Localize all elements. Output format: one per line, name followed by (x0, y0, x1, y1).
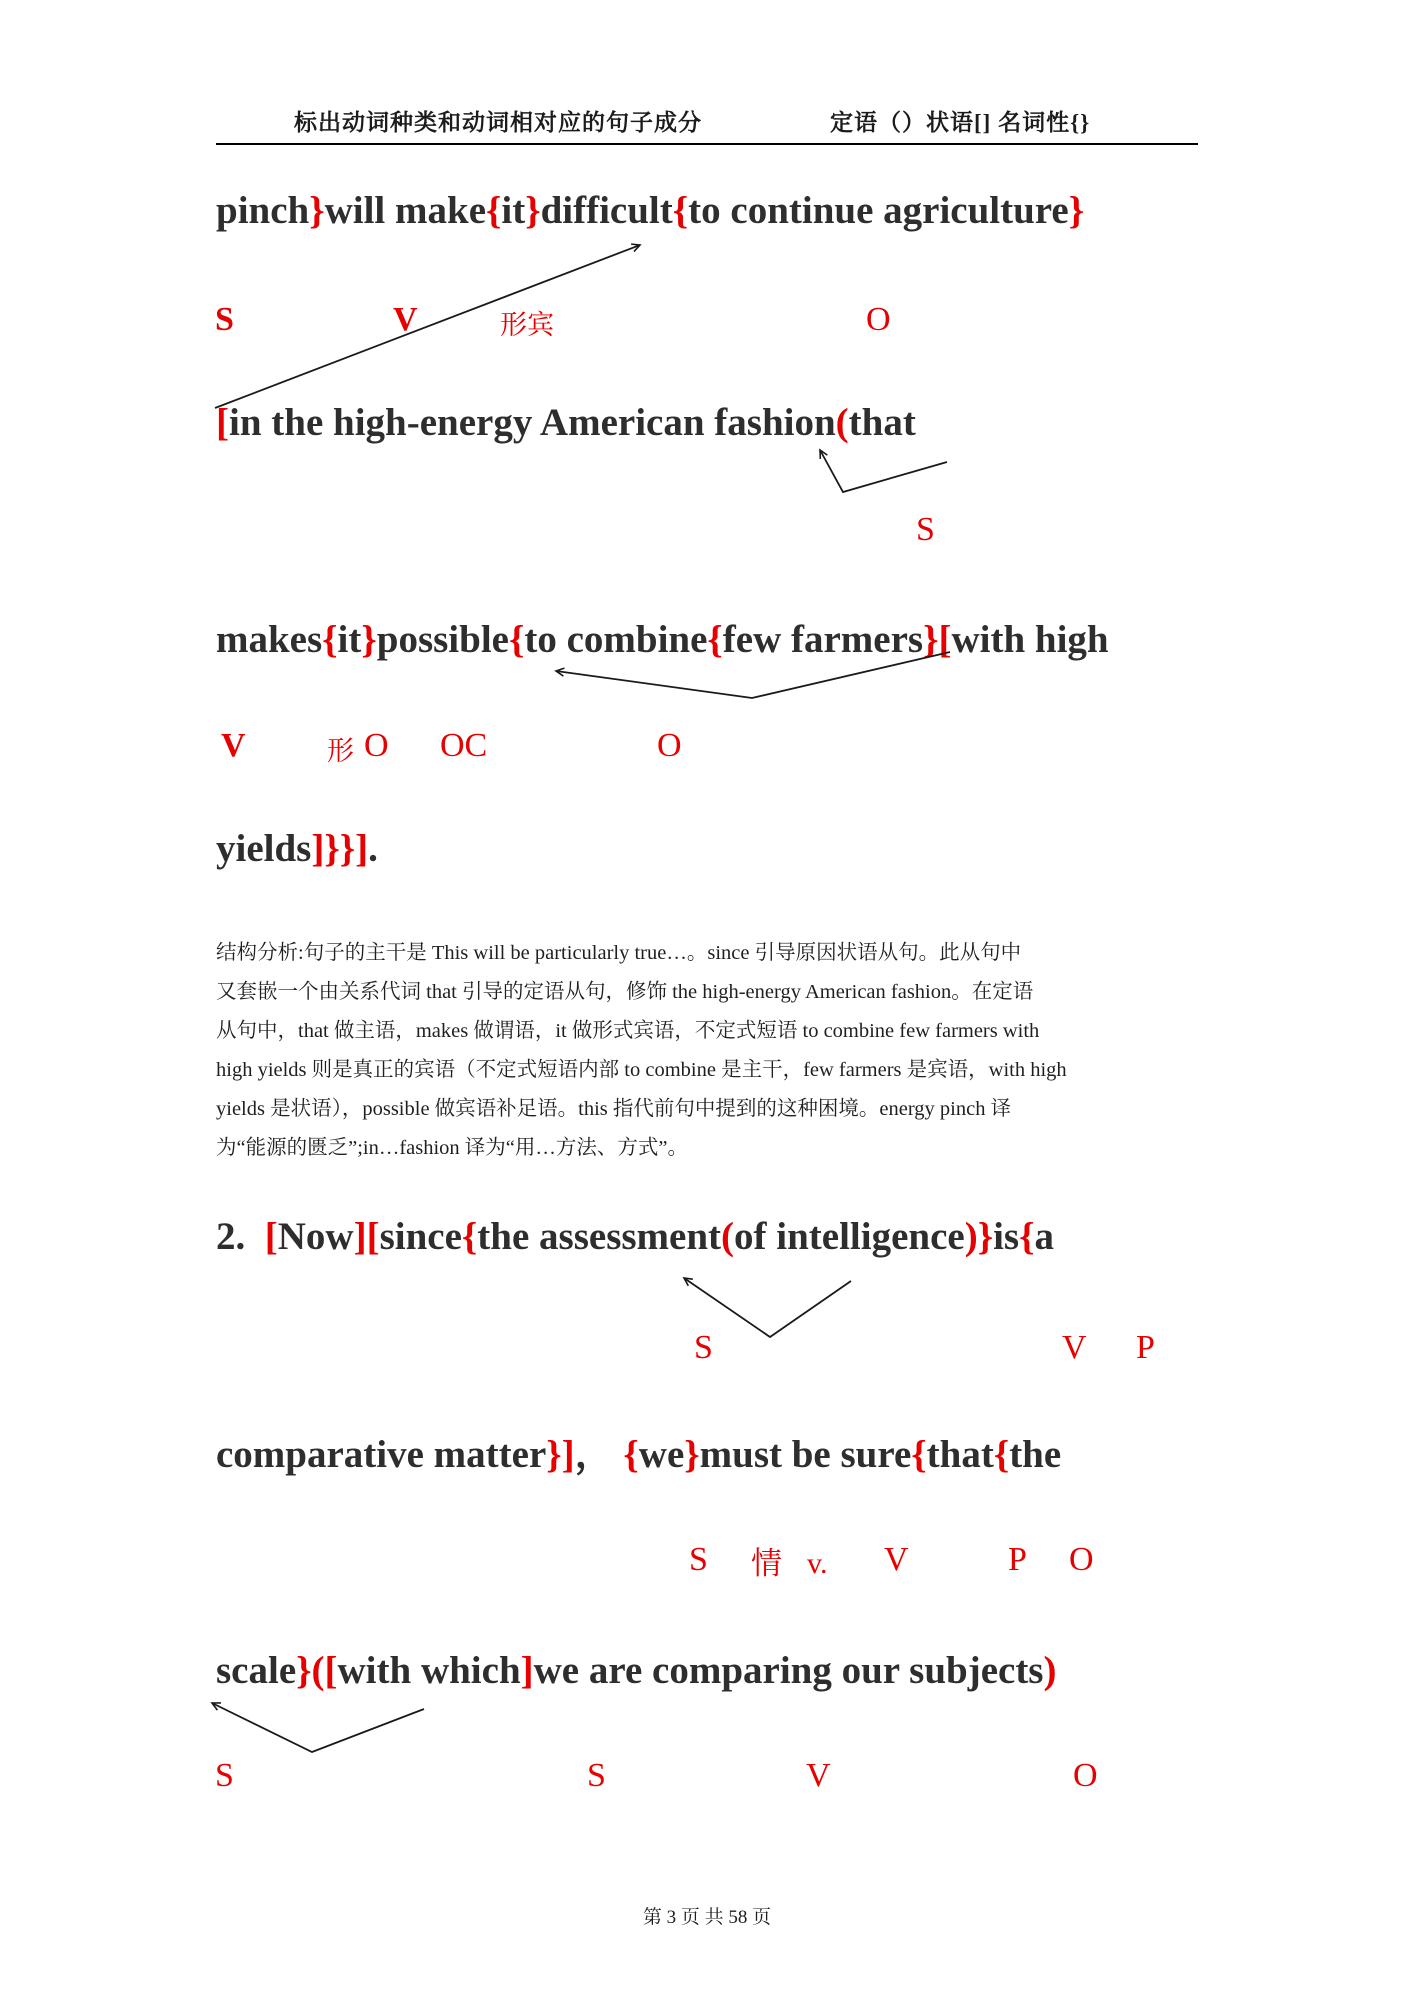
bracket-mark: [ (938, 618, 952, 661)
bracket-mark: { (486, 189, 502, 232)
sentence-line-7 (216, 1648, 1056, 1694)
bracket-mark: ( (311, 1649, 325, 1692)
label-predicative-sure: P (1008, 1541, 1027, 1578)
sentence-text: few farmers (722, 618, 924, 661)
arrow-to-continue-agriculture (215, 245, 640, 408)
arrow-to-scale (212, 1703, 424, 1752)
sentence-text: to continue agriculture (688, 189, 1069, 232)
sentence-line-2 (216, 400, 916, 446)
bracket-mark: { (911, 1433, 927, 1476)
label-verb-is: V (1062, 1329, 1087, 1366)
sentence-text: the (1009, 1433, 1062, 1476)
sentence-text: pinch (216, 189, 310, 232)
bracket-mark: ( (835, 401, 849, 444)
bracket-mark: ) (1043, 1649, 1057, 1692)
analysis-paragraph (216, 934, 1216, 1168)
label-object-complement: OC (440, 727, 488, 764)
bracket-mark: ) (964, 1215, 978, 1258)
bracket-mark: } (546, 1433, 562, 1476)
sentence-text: Now (277, 1215, 354, 1258)
bracket-mark: [ (264, 1215, 278, 1258)
bracket-mark: { (1019, 1215, 1035, 1258)
sentence-text: that (926, 1433, 994, 1476)
sentence-text: scale (216, 1649, 297, 1692)
sentence-text: a (1034, 1215, 1054, 1258)
sentence-text: is (993, 1215, 1020, 1258)
bracket-mark: { (461, 1215, 478, 1258)
bracket-mark: } (296, 1649, 312, 1692)
analysis-line: 结构分析:句子的主干是 This will be particularly true…。since 引导原因状语从句。此从句中 (216, 942, 1022, 964)
label-formal-object: 形宾 (500, 310, 554, 340)
label-subject: S (215, 301, 234, 338)
bracket-mark: { (672, 189, 689, 232)
sentence-text: in the high-energy American fashion (229, 401, 836, 444)
sentence-text: that (848, 401, 916, 444)
label-object-subjects: O (1073, 1757, 1098, 1794)
sentence-text: must be sure (699, 1433, 912, 1476)
analysis-line: 从句中，that 做主语，makes 做谓语，it 做形式宾语，不定式短语 to combine few farmers with (216, 1020, 1040, 1042)
analysis-line: high yields 则是真正的宾语（不定式短语内部 to combine 是主干，few farmers 是宾语，with high (216, 1059, 1067, 1081)
bracket-mark: } (525, 189, 541, 232)
label-subject-assessment: S (694, 1329, 713, 1366)
sentence-text: to combine (524, 618, 708, 661)
sentence-text: of intelligence (734, 1215, 965, 1258)
label-verb-makes: V (221, 727, 246, 764)
sentence-text: ， (574, 1433, 624, 1476)
bracket-mark: } (923, 618, 939, 661)
bracket-mark: } (309, 189, 325, 232)
bracket-mark: { (623, 1433, 639, 1476)
label-modal-cjk: 情 (751, 1546, 782, 1581)
label-object: O (866, 301, 891, 338)
sentence-text: with which (337, 1649, 521, 1692)
header-rule (216, 143, 1198, 145)
analysis-line: 为“能源的匮乏”;in…fashion 译为“用…方法、方式”。 (216, 1137, 689, 1159)
sentence-text: will make (324, 189, 487, 232)
sentence-line-3 (216, 617, 1109, 663)
label-object-combine: O (657, 727, 682, 764)
sentence-text: 2. (216, 1215, 265, 1258)
sentence-text: . (368, 827, 378, 870)
bracket-mark: ( (721, 1215, 735, 1258)
label-verb-be: V (884, 1541, 909, 1578)
header-right-legend: 定语（）状语[] 名词性{} (830, 110, 1091, 135)
bracket-mark: { (993, 1433, 1010, 1476)
sentence-text: the assessment (477, 1215, 722, 1258)
sentence-text: it (337, 618, 362, 661)
sentence-text: with high (951, 618, 1109, 661)
label-object-it: O (364, 727, 389, 764)
bracket-mark: { (508, 618, 525, 661)
header-left-title: 标出动词种类和动词相对应的句子成分 (294, 110, 702, 135)
sentence-text: difficult (540, 189, 673, 232)
bracket-mark: } (1068, 189, 1085, 232)
label-subject-we2: S (587, 1757, 606, 1794)
sentence-line-6 (216, 1432, 1061, 1478)
sentence-line-1 (216, 188, 1084, 234)
label-predicative: P (1136, 1329, 1155, 1366)
sentence-line-4 (216, 826, 378, 872)
analysis-line: yields 是状语），possible 做宾语补足语。this 指代前句中提到的这种困境。energy pinch 译 (216, 1098, 1012, 1120)
label-subject-scale: S (215, 1757, 234, 1794)
sentence-text: comparative matter (216, 1433, 547, 1476)
page-number: 第 3 页 共 58 页 (642, 1907, 772, 1928)
bracket-mark: ]}}] (311, 827, 369, 870)
bracket-mark: [ (366, 1215, 380, 1258)
label-verb: V (393, 301, 418, 338)
label-verb-comparing: V (806, 1757, 831, 1794)
sentence-text: we are comparing our subjects (533, 1649, 1044, 1692)
analysis-line: 又套嵌一个由关系代词 that 引导的定语从句，修饰 the high-energy American fashion。在定语 (216, 981, 1034, 1003)
bracket-mark: [ (216, 401, 229, 444)
bracket-mark: } (684, 1433, 700, 1476)
bracket-mark: ] (561, 1433, 575, 1476)
label-subject-that: S (916, 511, 935, 548)
bracket-mark: [ (324, 1649, 338, 1692)
arrow-to-fashion-that (820, 450, 947, 492)
bracket-mark: { (707, 618, 723, 661)
bracket-mark: ] (353, 1215, 367, 1258)
sentence-text: we (638, 1433, 685, 1476)
label-subject-we: S (689, 1541, 708, 1578)
sentence-text: yields (216, 827, 312, 870)
sentence-line-5 (216, 1214, 1054, 1260)
bracket-mark: } (361, 618, 377, 661)
bracket-mark: } (977, 1215, 994, 1258)
label-formal-mark: 形 (327, 736, 354, 766)
sentence-text: makes (216, 618, 323, 661)
label-modal-verb: v. (807, 1547, 828, 1580)
sentence-text: it (501, 189, 526, 232)
bracket-mark: ] (520, 1649, 534, 1692)
label-object-that: O (1069, 1541, 1094, 1578)
sentence-text: possible (376, 618, 509, 661)
bracket-mark: { (322, 618, 338, 661)
sentence-text: since (379, 1215, 462, 1258)
